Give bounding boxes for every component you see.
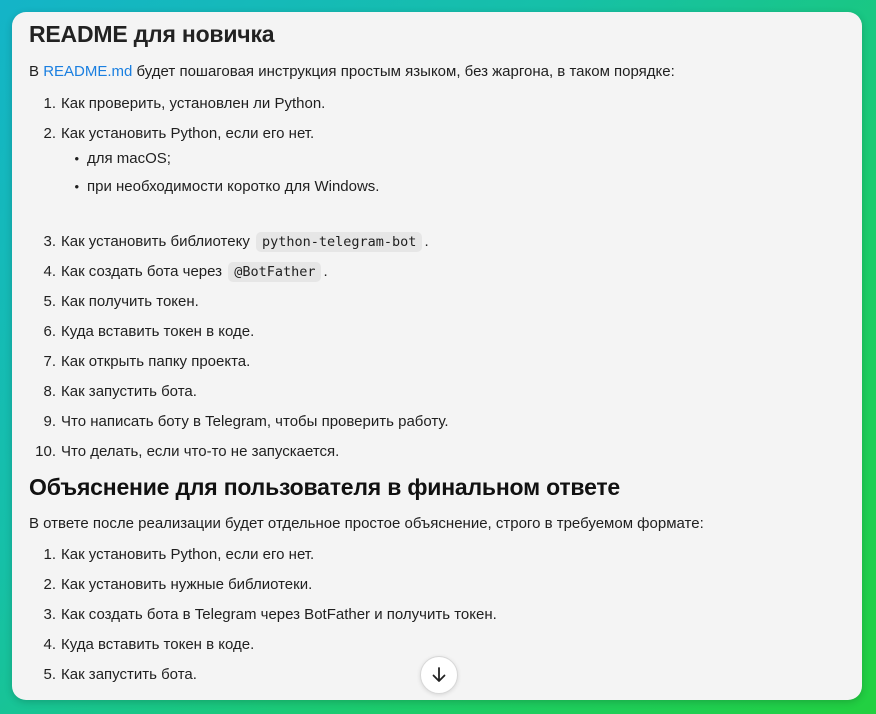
list-number: 1.	[43, 95, 56, 112]
list-text: Как установить нужные библиотеки.	[61, 576, 313, 593]
list-text: Как установить Python, если его нет.	[61, 125, 315, 142]
list-text: Как установить библиотеку	[61, 233, 254, 250]
list-item	[29, 231, 429, 253]
list-text: Как создать бота через	[61, 263, 227, 280]
list-number: 1.	[43, 546, 56, 563]
list-item	[29, 664, 197, 686]
list-number: 9.	[43, 413, 56, 430]
readme-heading: README для новичка	[29, 21, 275, 47]
list-item	[29, 291, 199, 313]
list-text: Как запустить бота.	[61, 383, 197, 400]
inline-code: python-telegram-bot	[256, 232, 422, 252]
list-item	[29, 544, 314, 566]
list-item	[29, 261, 328, 283]
list-item	[29, 381, 197, 403]
list-number: 6.	[43, 323, 56, 340]
list-item	[29, 93, 325, 115]
list-number: 2.	[43, 576, 56, 593]
readme-link[interactable]: README.md	[43, 63, 133, 80]
explanation-heading: Объяснение для пользователя в финальном ответе	[29, 474, 621, 500]
readme-intro	[29, 62, 675, 82]
list-text: Как создать бота в Telegram через BotFather и получить токен.	[61, 606, 497, 623]
list-item	[29, 411, 449, 433]
list-number: 3.	[43, 606, 56, 623]
list-text: Как установить Python, если его нет.	[61, 546, 315, 563]
list-number: 8.	[43, 383, 56, 400]
list-number: 4.	[43, 263, 56, 280]
arrow-down-icon	[430, 666, 448, 684]
bullet: •	[74, 151, 79, 166]
list-text: Как проверить, установлен ли Python.	[61, 95, 326, 112]
inline-code: @BotFather	[228, 262, 321, 282]
sublist-item	[29, 176, 379, 198]
list-number: 5.	[43, 666, 56, 683]
list-text: Как запустить бота.	[61, 666, 197, 683]
list-text: Что делать, если что-то не запускается.	[61, 443, 340, 460]
list-text-end: .	[424, 233, 429, 250]
list-item	[29, 634, 254, 656]
sublist-text: для macOS;	[87, 150, 171, 167]
explanation-intro: В ответе после реализации будет отдельное простое объяснение, строго в требуемом формате:	[29, 515, 704, 532]
list-text: Как получить токен.	[61, 293, 199, 310]
list-number: 4.	[43, 636, 56, 653]
list-number: 3.	[43, 233, 56, 250]
list-text: Куда вставить токен в коде.	[61, 636, 255, 653]
list-item	[29, 351, 250, 373]
list-item	[29, 441, 339, 463]
chat-message-panel	[12, 12, 862, 700]
list-number: 5.	[43, 293, 56, 310]
list-item	[29, 574, 312, 596]
list-item	[29, 123, 314, 145]
readme-intro-suffix: будет пошаговая инструкция простым языком, без жаргона, в таком порядке:	[132, 63, 675, 80]
list-number: 2.	[43, 125, 56, 142]
bullet: •	[74, 179, 79, 194]
list-text: Что написать боту в Telegram, чтобы проверить работу.	[61, 413, 449, 430]
list-item	[29, 321, 254, 343]
scroll-to-bottom-button[interactable]	[420, 656, 458, 694]
list-number: 10.	[35, 443, 56, 460]
sublist-text: при необходимости коротко для Windows.	[87, 178, 380, 195]
readme-intro-prefix: В	[29, 63, 44, 80]
list-text-end: .	[323, 263, 328, 280]
list-text: Куда вставить токен в коде.	[61, 323, 255, 340]
list-text: Как открыть папку проекта.	[61, 353, 251, 370]
sublist-item	[29, 148, 171, 170]
list-number: 7.	[43, 353, 56, 370]
list-item	[29, 604, 497, 626]
